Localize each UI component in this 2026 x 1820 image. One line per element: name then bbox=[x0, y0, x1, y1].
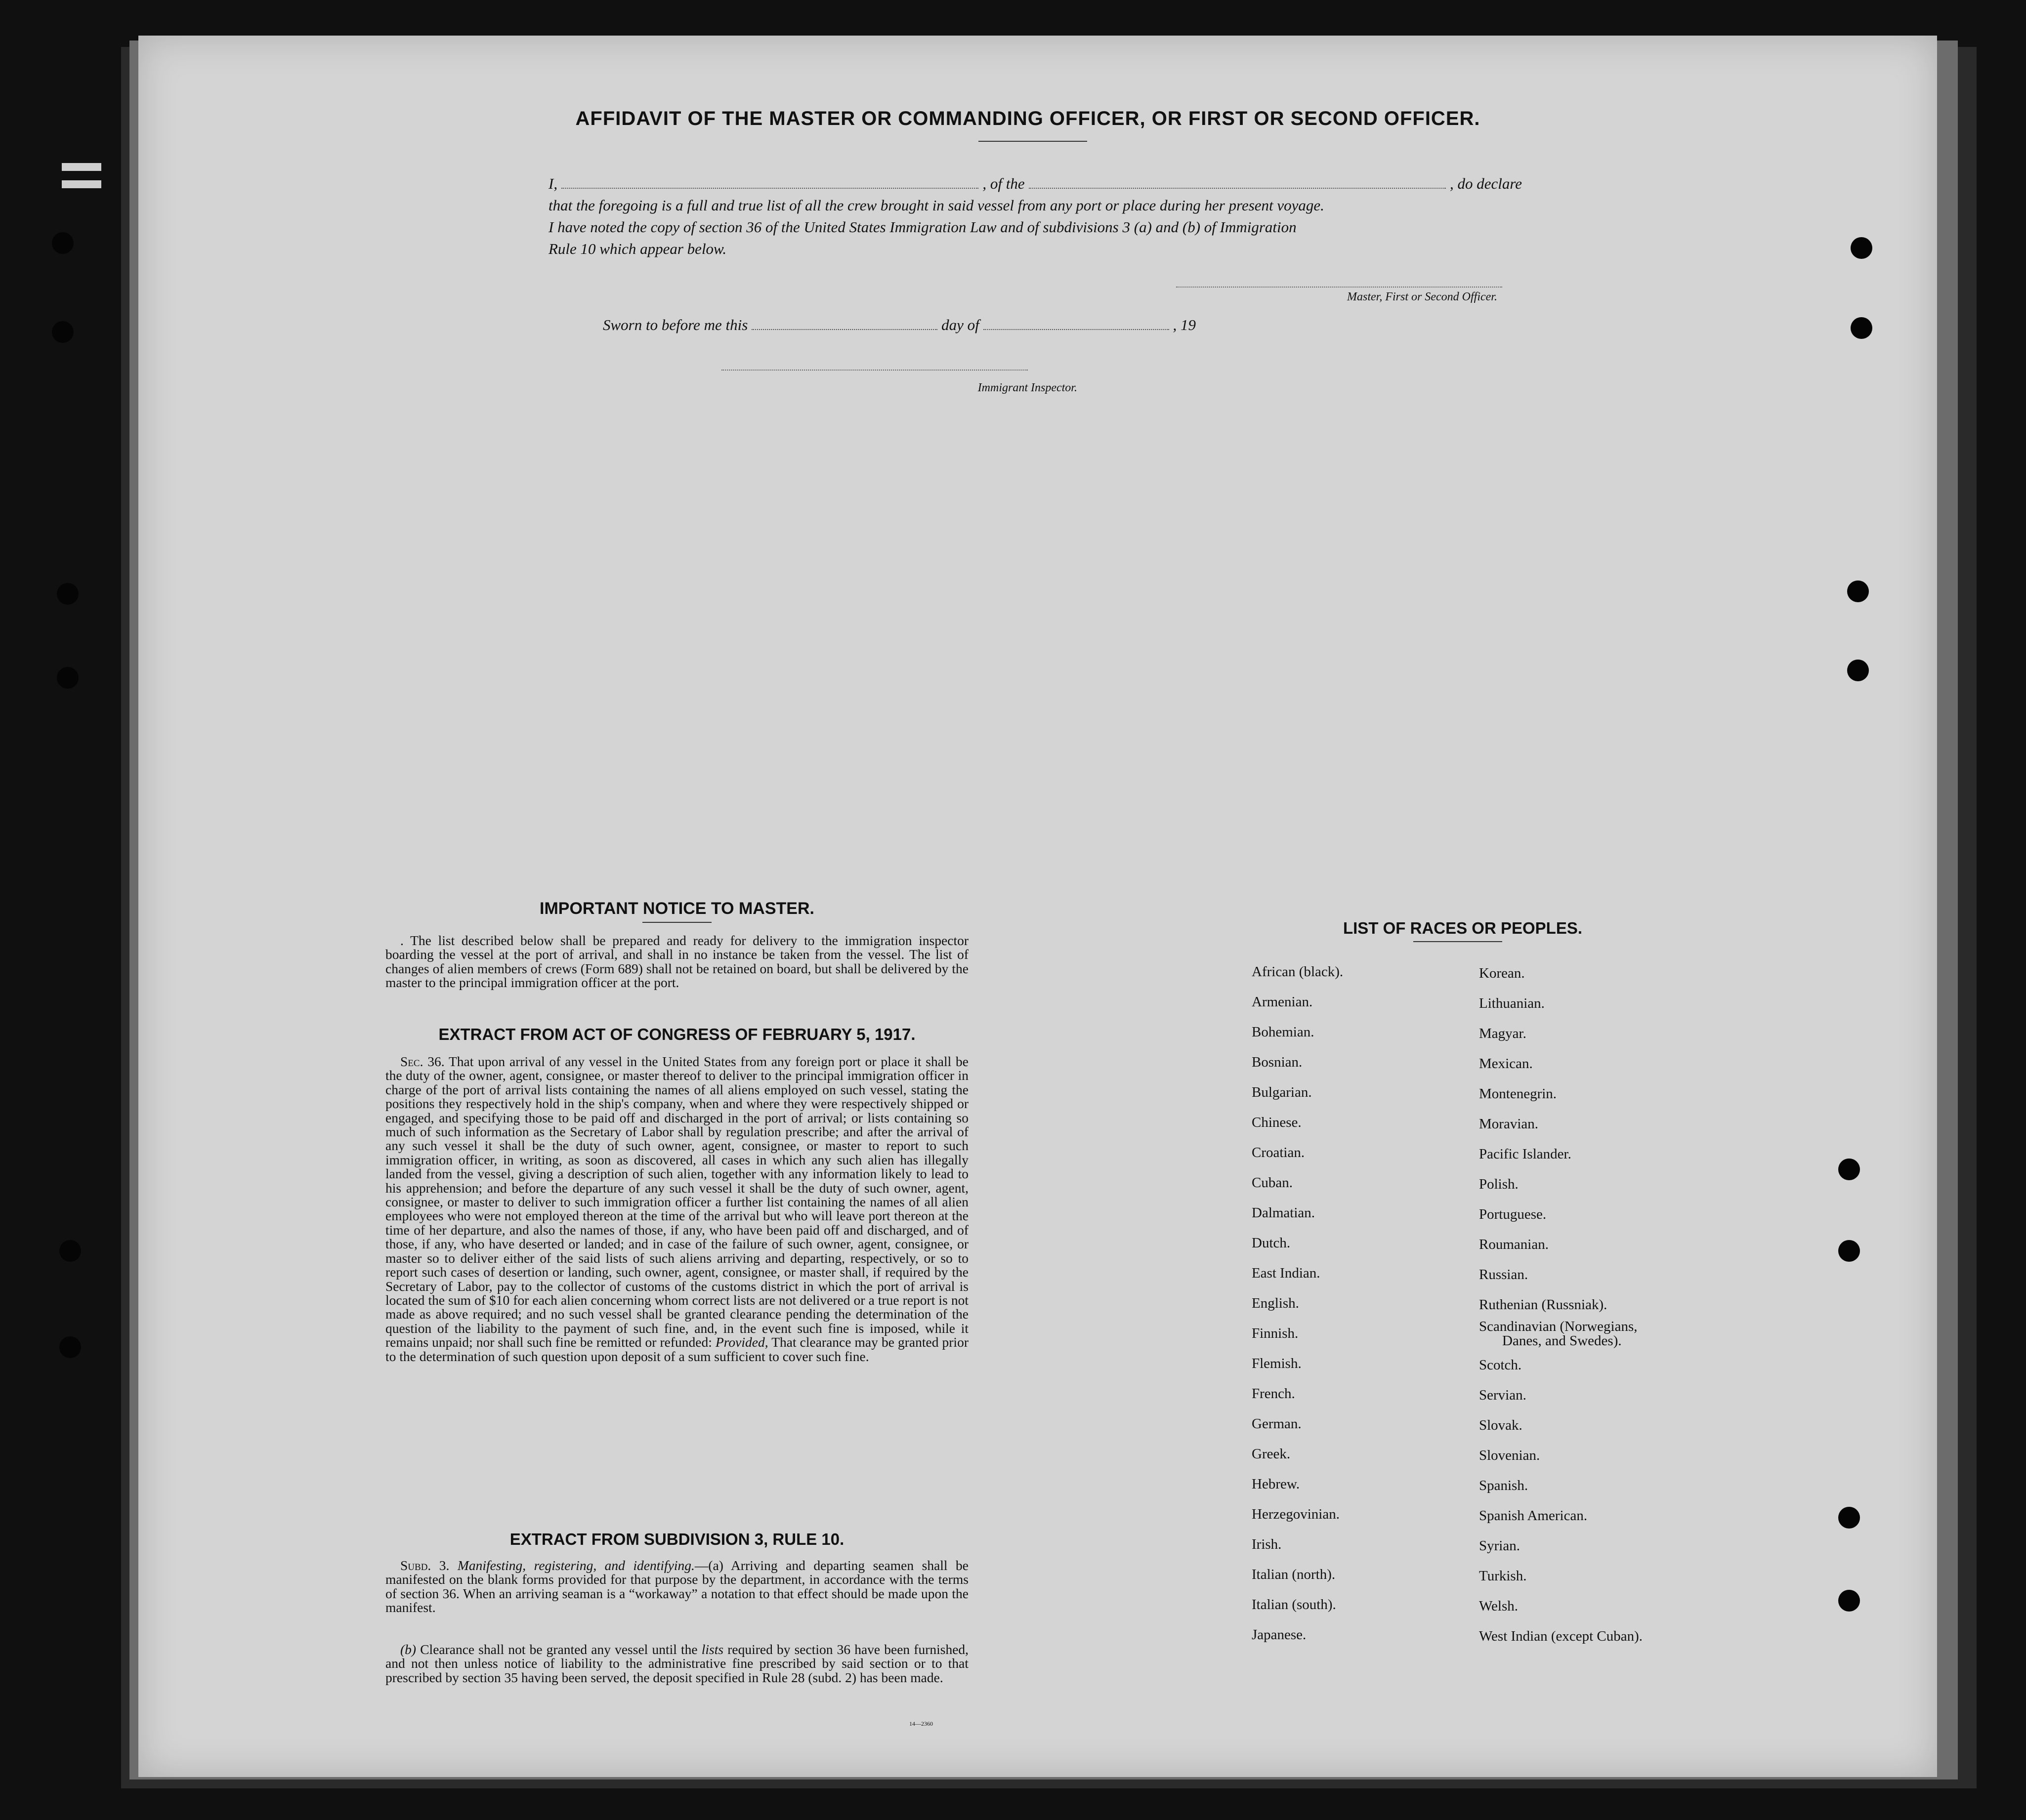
race-item: Italian (south). bbox=[1252, 1597, 1336, 1613]
race-item: East Indian. bbox=[1252, 1265, 1320, 1281]
race-item: Italian (north). bbox=[1252, 1567, 1336, 1582]
year-label: , 19 bbox=[1173, 316, 1196, 333]
affidavit-body bbox=[549, 173, 1522, 260]
para-a-text: Arriving and departing seamen shall be manifested on the blank forms provided for that purpose by the department, in accordance with the terms of section 36. When an arriving seaman is a “workaway” a notation to that effect should be made upon the manifest. bbox=[385, 1558, 969, 1615]
race-item: Magyar. bbox=[1479, 1026, 1526, 1041]
race-item: Armenian. bbox=[1252, 994, 1313, 1010]
binding-hole bbox=[57, 667, 79, 689]
race-item: Bohemian. bbox=[1252, 1024, 1314, 1040]
binding-hole bbox=[1847, 580, 1869, 602]
subdivision-label: Subd. 3. bbox=[400, 1558, 450, 1573]
race-item: Chinese. bbox=[1252, 1115, 1302, 1130]
section-label: Sec. 36. bbox=[400, 1054, 445, 1069]
race-item: Roumanian. bbox=[1479, 1237, 1549, 1252]
race-item: Montenegrin. bbox=[1479, 1086, 1557, 1102]
inspector-caption: Immigrant Inspector. bbox=[977, 381, 1077, 394]
race-item: French. bbox=[1252, 1386, 1295, 1402]
para-a-marker: —(a) bbox=[694, 1558, 723, 1573]
declaration-text-line: that the foregoing is a full and true list of all the crew brought in said vessel from any port or place during her present voyage. bbox=[549, 197, 1324, 214]
sworn-month-field[interactable] bbox=[983, 329, 1169, 330]
provided-word: Provided, bbox=[715, 1334, 768, 1350]
race-item: Turkish. bbox=[1479, 1568, 1527, 1584]
binding-hole bbox=[1851, 237, 1872, 259]
inspector-signature-field[interactable] bbox=[721, 370, 1028, 371]
form-number: 14—2360 bbox=[909, 1720, 933, 1727]
race-item: Croatian. bbox=[1252, 1145, 1305, 1160]
race-item: Spanish. bbox=[1479, 1478, 1528, 1493]
binding-hole bbox=[1838, 1590, 1860, 1612]
notice-body: . The list described below shall be prepared and ready for delivery to the immigration inspector boarding the vessel at the port of arrival, and shall in no instance be taken from the vessel. The list of changes of alien members of crews (Form 689) shall not be retained on board, but shall be delivered by the master to the principal immigration officer at the port. bbox=[385, 933, 969, 991]
race-item: Syrian. bbox=[1479, 1538, 1520, 1554]
lists-word: lists bbox=[701, 1642, 724, 1657]
race-item: Dutch. bbox=[1252, 1235, 1291, 1251]
declarant-label: I, bbox=[549, 175, 558, 192]
extract-rule-para-a bbox=[385, 1559, 969, 1615]
title-rule bbox=[642, 922, 712, 923]
sworn-line bbox=[603, 316, 1196, 334]
extract-rule-title: EXTRACT FROM SUBDIVISION 3, RULE 10. bbox=[509, 1530, 844, 1548]
race-item: Cuban. bbox=[1252, 1175, 1293, 1191]
margin-mark bbox=[62, 163, 101, 171]
declaration-line bbox=[549, 173, 1522, 195]
race-item: Servian. bbox=[1479, 1387, 1526, 1403]
race-item: Lithuanian. bbox=[1479, 995, 1545, 1011]
binding-hole bbox=[1851, 317, 1872, 339]
race-item: Welsh. bbox=[1479, 1598, 1519, 1614]
extract-act-title: EXTRACT FROM ACT OF CONGRESS OF FEBRUARY 5, 1917. bbox=[438, 1025, 916, 1043]
race-item: Bosnian. bbox=[1252, 1054, 1303, 1070]
race-item: Scotch. bbox=[1479, 1357, 1522, 1373]
binding-hole bbox=[1847, 660, 1869, 681]
race-item: Pacific Islander. bbox=[1479, 1146, 1571, 1162]
race-item: Greek. bbox=[1252, 1446, 1291, 1462]
race-item: Japanese. bbox=[1252, 1627, 1307, 1643]
race-item: Flemish. bbox=[1252, 1356, 1302, 1371]
binding-hole bbox=[59, 1336, 81, 1358]
races-title: LIST OF RACES OR PEOPLES. bbox=[1343, 919, 1583, 937]
race-item: Ruthenian (Russniak). bbox=[1479, 1297, 1607, 1313]
race-item: African (black). bbox=[1252, 964, 1344, 980]
section-text-continued: That clearance may be granted prior to the determination of such question upon deposit of a sum sufficient to cover such fine. bbox=[385, 1334, 969, 1364]
declarant-name-field[interactable] bbox=[561, 187, 978, 189]
race-item: Portuguese. bbox=[1479, 1206, 1547, 1222]
race-item: Spanish American. bbox=[1479, 1508, 1588, 1524]
race-item: Russian. bbox=[1479, 1267, 1528, 1282]
race-item: Bulgarian. bbox=[1252, 1084, 1312, 1100]
day-of-label: day of bbox=[941, 316, 979, 333]
race-item: Irish. bbox=[1252, 1536, 1282, 1552]
sworn-day-field[interactable] bbox=[752, 329, 937, 330]
officer-signature-field[interactable] bbox=[1176, 287, 1502, 288]
race-item: Herzegovinian. bbox=[1252, 1506, 1340, 1522]
race-item: Hebrew. bbox=[1252, 1476, 1300, 1492]
vessel-name-field[interactable] bbox=[1029, 187, 1446, 189]
race-item: Moravian. bbox=[1479, 1116, 1538, 1132]
declaration-text-line: I have noted the copy of section 36 of the United States Immigration Law and of subdivisions 3 (a) and (b) of Immigration bbox=[549, 218, 1297, 236]
declare-label: , do declare bbox=[1449, 175, 1522, 192]
race-item: Polish. bbox=[1479, 1176, 1519, 1192]
race-item: Danes, and Swedes). bbox=[1502, 1333, 1622, 1349]
para-b-marker: (b) bbox=[400, 1642, 417, 1657]
extract-rule-para-b bbox=[385, 1643, 969, 1685]
race-item: Korean. bbox=[1479, 965, 1525, 981]
race-item: Scandinavian (Norwegians, bbox=[1479, 1319, 1638, 1334]
section-text: That upon arrival of any vessel in the United States from any foreign port or place it shall be the duty of the owner, agent, consignee, or master thereof to deliver to the principal immigration officer in charge of the port of arrival lists containing the names of all aliens employed on such vessel, stating the positions they respectively hold in the ship's company, when and where they were respectively shipped or engaged, and specifying those to be paid off and discharged in the port of arrival; or lists containing so much of such information as the Secretary of Labor shall by regulation prescribe; and after the arrival of any such vessel it shall be the duty of such owner, agent, consignee, or master to report to such immigration officer, in writing, as soon as discovered, all cases in which any such alien has illegally landed from the vessel, giving a description of such alien, together with any information likely to lead to his apprehension; and before the departure of any such vessel it shall be the duty of such owner, agent, consignee, or master to deliver to such immigration officer a further list containing the names of all alien employees who were not employed thereon at the time of the arrival but who will leave port thereon at the time of her departure, and also the names of those, if any, who have been paid off and discharged, and of those, if any, who have deserted or landed; and in case of the failure of such owner, agent, consignee, or master so to deliver either of the said lists of such aliens arriving and departing, respectively, or so to report such cases of desertion or landing, such owner, agent, consignee, or master shall, if required by the Secretary of Labor, pay to the collector of customs of the customs district in which the port of arrival is located the sum of $10 for each alien concerning whom correct lists are not delivered or a true report is not made as above required; and no such vessel shall be granted clearance pending the determination of the question of the liability to the payment of such fine, and, in the event such fine is imposed, while it remains unpaid; nor shall such fine be remitted or refunded: bbox=[385, 1054, 969, 1350]
title-rule bbox=[1413, 941, 1502, 942]
affidavit-title: AFFIDAVIT OF THE MASTER OR COMMANDING OFFICER, OR FIRST OR SECOND OFFICER. bbox=[575, 108, 1480, 129]
declaration-text-line: Rule 10 which appear below. bbox=[549, 240, 727, 257]
binding-hole bbox=[1838, 1240, 1860, 1262]
vessel-label: , of the bbox=[982, 175, 1025, 192]
race-item: German. bbox=[1252, 1416, 1302, 1432]
race-item: Slovenian. bbox=[1479, 1448, 1540, 1463]
extract-act-body bbox=[385, 1055, 969, 1364]
para-b-text-continued: required by section 36 have been furnished, and not then unless notice of liability to the administrative fine prescribed by said section or to that prescribed by section 35 having been served, the deposit specified in Rule 28 (subd. 2) has been made. bbox=[385, 1642, 969, 1685]
race-item: English. bbox=[1252, 1295, 1299, 1311]
binding-hole bbox=[52, 232, 74, 254]
binding-hole bbox=[1838, 1158, 1860, 1180]
title-rule bbox=[978, 141, 1087, 142]
sworn-label: Sworn to before me this bbox=[603, 316, 748, 333]
binding-hole bbox=[1838, 1507, 1860, 1529]
margin-mark bbox=[62, 180, 101, 188]
binding-hole bbox=[57, 583, 79, 605]
race-item: West Indian (except Cuban). bbox=[1479, 1628, 1643, 1644]
race-item: Mexican. bbox=[1479, 1056, 1533, 1072]
binding-hole bbox=[52, 321, 74, 343]
race-item: Dalmatian. bbox=[1252, 1205, 1315, 1221]
para-b-text: Clearance shall not be granted any vessel until the bbox=[420, 1642, 698, 1657]
notice-title: IMPORTANT NOTICE TO MASTER. bbox=[540, 899, 814, 918]
race-item: Finnish. bbox=[1252, 1325, 1299, 1341]
race-item: Slovak. bbox=[1479, 1417, 1522, 1433]
officer-caption: Master, First or Second Officer. bbox=[1347, 290, 1497, 303]
binding-hole bbox=[59, 1240, 81, 1262]
subdivision-heading: Manifesting, registering, and identifying. bbox=[457, 1558, 695, 1573]
